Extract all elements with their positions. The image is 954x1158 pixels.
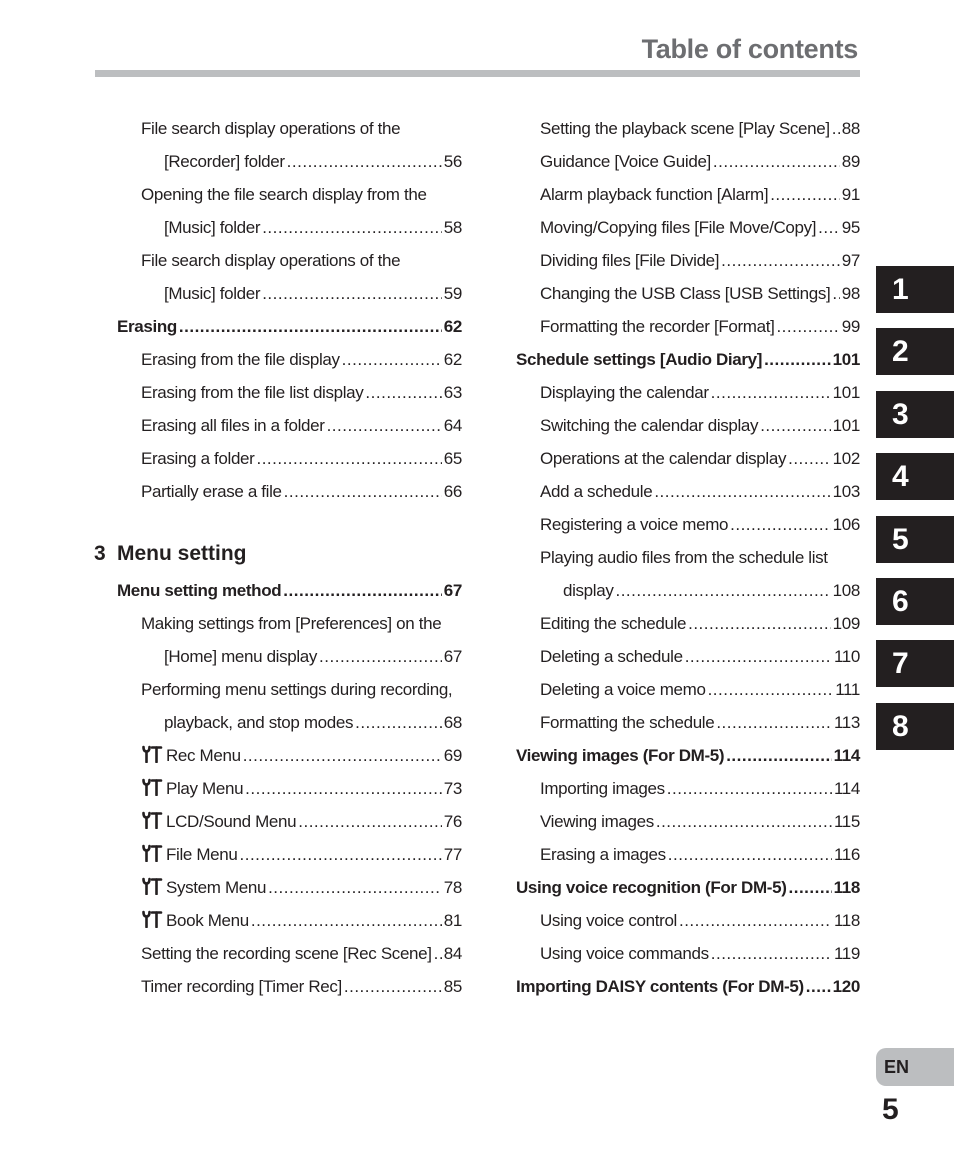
toc-entry-text: Setting the playback scene [Play Scene] [540,119,830,138]
dot-leader [668,838,832,871]
toc-entry-text: Importing DAISY contents (For DM-5) [516,977,804,996]
tools-menu-icon [141,807,163,825]
dot-leader [713,145,840,178]
toc-entry[interactable] [94,640,462,673]
dot-leader [818,211,840,244]
toc-entry[interactable] [94,112,462,145]
toc-entry-text: Erasing from the file display [141,350,340,369]
toc-entry[interactable] [94,376,462,409]
dot-leader [342,343,442,376]
chapter-tab-3[interactable]: 3 [876,391,954,438]
toc-page-number: 114 [833,746,860,765]
toc-entry[interactable] [516,904,860,937]
toc-entry[interactable] [516,607,860,640]
toc-entry[interactable] [516,211,860,244]
toc-page-number: 89 [841,152,860,171]
toc-right-column [516,112,860,1003]
toc-entry-text: File search display operations of the [141,119,401,138]
toc-page-number: 76 [443,812,462,831]
toc-page-number: 69 [443,746,462,765]
dot-leader [685,640,832,673]
toc-page-number: 68 [443,713,462,732]
chapter-tab-1[interactable]: 1 [876,266,954,313]
toc-entry-text: File Menu [166,845,238,864]
dot-leader [788,442,831,475]
toc-entry-text: Erasing [117,317,177,336]
toc-page-number: 118 [833,878,860,897]
dot-leader [806,970,831,1003]
dot-leader [262,277,442,310]
dot-leader [679,904,832,937]
toc-entry-text: Importing images [540,779,665,798]
toc-entry-text: Registering a voice memo [540,515,729,534]
tools-menu-icon [141,840,163,858]
toc-entry[interactable] [516,475,860,508]
dot-leader [319,640,442,673]
tools-menu-icon [141,774,163,792]
toc-entry[interactable] [94,772,462,805]
toc-page-number: 111 [835,680,860,699]
toc-entry[interactable] [516,673,860,706]
toc-entry[interactable] [94,343,462,376]
toc-page-number: 101 [832,383,860,402]
toc-entry-text: Timer recording [Timer Rec] [141,977,342,996]
dot-leader [327,409,442,442]
toc-page-number: 114 [833,779,860,798]
toc-entry[interactable] [516,145,860,178]
toc-page-number: 110 [833,647,860,666]
toc-page-number: 62 [443,350,462,369]
tools-menu-icon [141,741,163,759]
toc-entry-text: Erasing all files in a folder [141,416,325,435]
toc-entry[interactable] [94,178,462,211]
toc-page-number: 102 [832,449,860,468]
toc-entry[interactable] [516,376,860,409]
toc-left-block-erasing [94,112,462,508]
dot-leader [355,706,442,739]
toc-entry-text: Using voice commands [540,944,709,963]
toc-entry-text: Displaying the calendar [540,383,709,402]
toc-page-number: 59 [443,284,462,303]
toc-entry[interactable] [516,574,860,607]
toc-entry-text: Viewing images [540,812,654,831]
toc-page-number: 64 [443,416,462,435]
dot-leader [434,937,442,970]
toc-page-number: 103 [832,482,860,501]
toc-entry[interactable] [94,871,462,904]
toc-entry[interactable] [94,442,462,475]
toc-entry[interactable] [94,970,462,1003]
toc-entry-text: Deleting a schedule [540,647,683,666]
tools-menu-icon [141,906,163,924]
dot-leader [711,376,831,409]
toc-entry-text: display [563,581,614,600]
dot-leader [256,442,441,475]
toc-entry[interactable] [516,706,860,739]
toc-page-number: 62 [443,317,462,336]
section-heading [94,508,462,574]
toc-entry[interactable] [516,508,860,541]
toc-entry[interactable] [516,244,860,277]
chapter-tab-5[interactable]: 5 [876,516,954,563]
toc-entry-text: Erasing a images [540,845,666,864]
toc-entry[interactable] [94,805,462,838]
toc-heading-entry[interactable] [94,574,462,607]
toc-entry[interactable] [516,838,860,871]
dot-leader [240,838,442,871]
dot-leader [344,970,442,1003]
toc-entry-text: Book Menu [166,911,249,930]
toc-page-number: 101 [832,350,860,369]
toc-entry-text: Erasing from the file list display [141,383,364,402]
toc-entry-text: Rec Menu [166,746,241,765]
toc-entry-text: playback, and stop modes [164,713,354,732]
toc-entry[interactable] [516,409,860,442]
dot-leader [688,607,831,640]
toc-page-number: 116 [833,845,860,864]
dot-leader [268,871,442,904]
toc-entry[interactable] [94,937,462,970]
toc-page-number: 67 [443,581,462,600]
toc-page-number: 81 [443,911,462,930]
chapter-tab-7[interactable]: 7 [876,640,954,687]
toc-page-number: 98 [841,284,860,303]
tools-menu-icon [141,873,163,891]
section-number: 3 [94,542,106,565]
toc-entry[interactable] [516,277,860,310]
toc-entry-text: Moving/Copying files [File Move/Copy] [540,218,817,237]
toc-page-number: 97 [841,251,860,270]
toc-page-number: 65 [443,449,462,468]
toc-entry-text: Performing menu settings during recording, [141,680,453,699]
toc-entry[interactable] [516,772,860,805]
toc-entry[interactable] [516,310,860,343]
toc-entry[interactable] [94,145,462,178]
dot-leader [283,574,441,607]
toc-entry-text: System Menu [166,878,267,897]
dot-leader [716,706,832,739]
dot-leader [287,145,442,178]
toc-entry-text: File search display operations of the [141,251,401,270]
toc-page-number: 78 [443,878,462,897]
toc-entry-text: Erasing a folder [141,449,255,468]
toc-entry-text: [Home] menu display [164,647,318,666]
toc-heading-entry[interactable] [516,343,860,376]
toc-entry-text: Menu setting method [117,581,282,600]
toc-right-block [516,112,860,1003]
toc-entry-text: Playing audio files from the schedule list [540,548,828,567]
chapter-tab-4[interactable]: 4 [876,453,954,500]
dot-leader [179,310,442,343]
dot-leader [770,178,840,211]
toc-page-number: 91 [841,185,860,204]
toc-heading-entry[interactable] [94,310,462,343]
toc-page-number: 120 [832,977,860,996]
dot-leader [298,805,442,838]
toc-heading-entry[interactable] [516,871,860,904]
toc-entry-text: Editing the schedule [540,614,687,633]
toc-entry[interactable] [94,706,462,739]
toc-entry-text: [Recorder] folder [164,152,285,171]
toc-page-number: 58 [443,218,462,237]
toc-entry[interactable] [94,409,462,442]
toc-left-column [94,112,462,1003]
toc-entry[interactable] [516,178,860,211]
toc-page-number: 63 [443,383,462,402]
toc-entry-text: Deleting a voice memo [540,680,706,699]
dot-leader [654,475,830,508]
toc-entry[interactable] [516,805,860,838]
page-number: 5 [882,1093,899,1126]
toc-entry[interactable] [94,211,462,244]
chapter-tab-8[interactable]: 8 [876,703,954,750]
toc-entry[interactable] [516,112,860,145]
dot-leader [365,376,441,409]
dot-leader [667,772,832,805]
toc-entry[interactable] [94,277,462,310]
toc-page-number: 118 [833,911,860,930]
toc-heading-entry[interactable] [516,970,860,1003]
dot-leader [284,475,442,508]
toc-page-number: 99 [841,317,860,336]
dot-leader [760,409,830,442]
toc-page-number: 115 [833,812,860,831]
dot-leader [832,112,840,145]
toc-entry-text: Formatting the recorder [Format] [540,317,775,336]
section-title: Menu setting [117,542,247,565]
toc-entry[interactable] [94,739,462,772]
toc-page-number: 106 [832,515,860,534]
toc-page-number: 113 [833,713,860,732]
toc-entry-text: Partially erase a file [141,482,282,501]
chapter-tab-6[interactable]: 6 [876,578,954,625]
dot-leader [721,244,840,277]
toc-entry-text: Guidance [Voice Guide] [540,152,711,171]
toc-entry[interactable] [94,838,462,871]
language-tab: EN [876,1048,954,1086]
dot-leader [243,739,442,772]
toc-entry[interactable] [516,640,860,673]
toc-page-number: 85 [443,977,462,996]
toc-page-number: 95 [841,218,860,237]
toc-entry-text: [Music] folder [164,218,261,237]
toc-heading-entry[interactable] [516,739,860,772]
toc-entry-text: Formatting the schedule [540,713,715,732]
toc-entry[interactable] [94,673,462,706]
dot-leader [708,673,834,706]
toc-entry-text: Making settings from [Preferences] on the [141,614,442,633]
toc-page-number: 67 [443,647,462,666]
title-rule [95,70,860,77]
toc-entry[interactable] [516,442,860,475]
dot-leader [789,871,832,904]
toc-entry-text: LCD/Sound Menu [166,812,297,831]
toc-entry-text: Changing the USB Class [USB Settings] [540,284,831,303]
dot-leader [730,508,831,541]
dot-leader [776,310,839,343]
toc-entry-text: Setting the recording scene [Rec Scene] [141,944,432,963]
toc-entry[interactable] [94,607,462,640]
toc-entry-text: Play Menu [166,779,244,798]
dot-leader [262,211,442,244]
dot-leader [764,343,831,376]
toc-entry[interactable] [94,904,462,937]
toc-entry-text: Using voice control [540,911,677,930]
toc-entry[interactable] [94,475,462,508]
toc-entry-text: Using voice recognition (For DM-5) [516,878,787,897]
toc-entry-text: [Music] folder [164,284,261,303]
toc-page-number: 66 [443,482,462,501]
dot-leader [726,739,831,772]
toc-page-number: 101 [832,416,860,435]
toc-entry[interactable] [516,937,860,970]
chapter-tab-2[interactable]: 2 [876,328,954,375]
toc-entry[interactable] [516,541,860,574]
toc-entry-text: Add a schedule [540,482,653,501]
toc-page-number: 88 [841,119,860,138]
toc-page-number: 73 [443,779,462,798]
dot-leader [832,277,839,310]
dot-leader [711,937,832,970]
toc-entry-text: Viewing images (For DM-5) [516,746,725,765]
toc-entry-text: Schedule settings [Audio Diary] [516,350,763,369]
toc-page-number: 84 [443,944,462,963]
toc-page-number: 119 [833,944,860,963]
toc-entry-text: Switching the calendar display [540,416,759,435]
toc-left-block-menu [94,574,462,1003]
toc-entry-text: Operations at the calendar display [540,449,787,468]
page-title: Table of contents [641,34,858,64]
toc-entry-text: Dividing files [File Divide] [540,251,720,270]
toc-page-number: 108 [832,581,860,600]
toc-entry-text: Alarm playback function [Alarm] [540,185,769,204]
dot-leader [656,805,832,838]
toc-page-number: 77 [443,845,462,864]
toc-entry[interactable] [94,244,462,277]
toc-page-number: 109 [832,614,860,633]
dot-leader [615,574,830,607]
dot-leader [245,772,442,805]
dot-leader [251,904,442,937]
toc-page-number: 56 [443,152,462,171]
toc-entry-text: Opening the file search display from the [141,185,427,204]
